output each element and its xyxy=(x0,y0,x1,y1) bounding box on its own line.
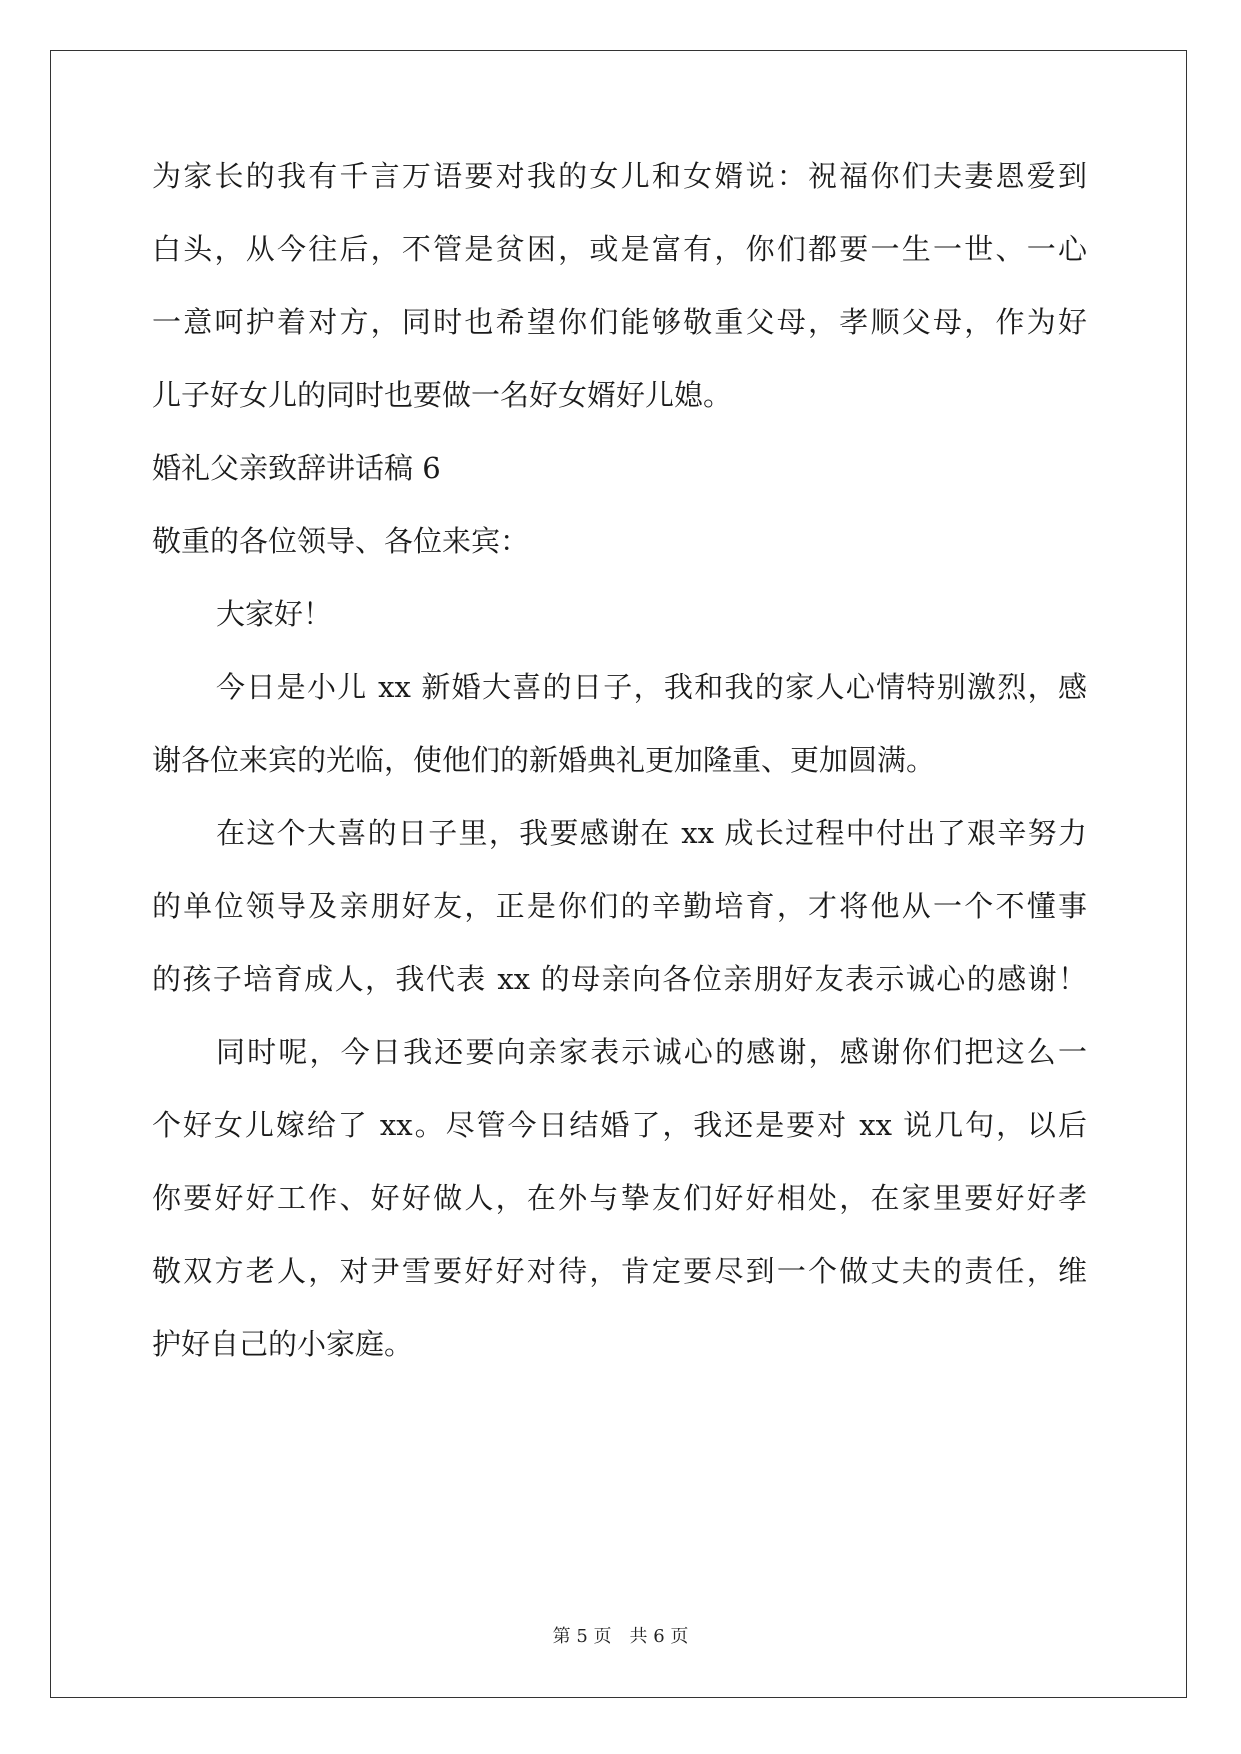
text-line: 白头，从今往后，不管是贫困，或是富有，你们都要一生一世、一心 xyxy=(152,232,1087,266)
salutation: 敬重的各位领导、各位来宾： xyxy=(152,524,530,558)
text-line: 护好自己的小家庭。 xyxy=(152,1327,414,1361)
text-line: 你要好好工作、好好做人，在外与挚友们好好相处，在家里要好好孝 xyxy=(152,1181,1087,1215)
text-line: 个好女儿嫁给了 xx。尽管今日结婚了，我还是要对 xx 说几句，以后 xyxy=(152,1108,1087,1142)
page-number: 第 5 页 共 6 页 xyxy=(552,1626,689,1647)
text-line: 一意呵护着对方，同时也希望你们能够敬重父母，孝顺父母，作为好 xyxy=(152,305,1087,339)
text-line: 敬双方老人，对尹雪要好好对待，肯定要尽到一个做丈夫的责任，维 xyxy=(152,1254,1087,1288)
text-line: 同时呢，今日我还要向亲家表示诚心的感谢，感谢你们把这么一 xyxy=(216,1035,1087,1069)
text-line: 今日是小儿 xx 新婚大喜的日子，我和我的家人心情特别激烈，感 xyxy=(216,670,1087,704)
text-line: 儿子好女儿的同时也要做一名好女婿好儿媳。 xyxy=(152,378,733,412)
text-line: 为家长的我有千言万语要对我的女儿和女婿说：祝福你们夫妻恩爱到 xyxy=(152,159,1087,193)
text-line: 的孩子培育成人，我代表 xx 的母亲向各位亲朋好友表示诚心的感谢！ xyxy=(152,962,1087,996)
text-line: 在这个大喜的日子里，我要感谢在 xx 成长过程中付出了艰辛努力 xyxy=(216,816,1087,850)
page-border xyxy=(50,50,1187,1698)
section-heading: 婚礼父亲致辞讲话稿 6 xyxy=(152,451,441,485)
text-line: 的单位领导及亲朋好友，正是你们的辛勤培育，才将他从一个不懂事 xyxy=(152,889,1087,923)
greeting: 大家好！ xyxy=(216,597,333,631)
text-line: 谢各位来宾的光临，使他们的新婚典礼更加隆重、更加圆满。 xyxy=(152,743,936,777)
